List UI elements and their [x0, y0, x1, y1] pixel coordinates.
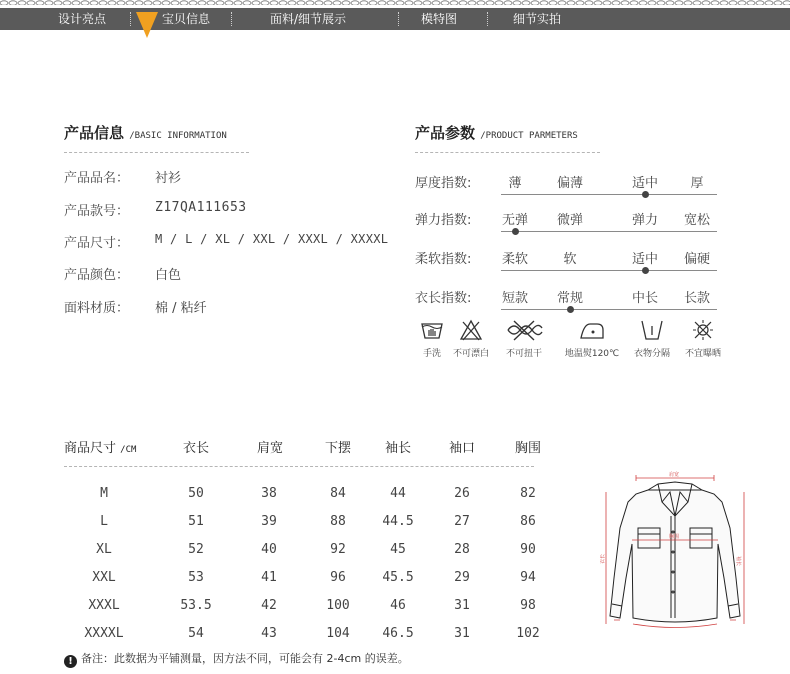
param-option: 短款 [501, 291, 528, 306]
measurement-cell: 45 [390, 542, 406, 557]
divider [415, 152, 600, 153]
measurement-cell: 84 [330, 486, 346, 501]
info-value: Z17QA111653 [155, 200, 247, 215]
param-scale-line [501, 231, 717, 232]
info-value: M / L / XL / XXL / XXXL / XXXXL [155, 232, 389, 246]
param-label: 柔软指数: [415, 252, 472, 267]
length-label: 衣长 [600, 553, 606, 564]
measurement-cell: 45.5 [382, 570, 414, 585]
param-selected-marker [642, 191, 649, 198]
size-cell: XXXXL [84, 626, 124, 641]
measurement-note [64, 650, 409, 668]
size-unit: /CM [120, 445, 137, 455]
param-selected-marker [642, 267, 649, 274]
product-info-heading: 产品信息 [64, 124, 125, 142]
top-navigation [0, 0, 790, 30]
column-header: 衣长 [182, 441, 209, 456]
nav-divider [231, 12, 232, 26]
nav-tab-model-photos[interactable]: 模特图 [421, 12, 458, 26]
column-header: 袖口 [448, 441, 475, 456]
size-table-heading: 商品尺寸 [64, 441, 117, 456]
sleeve-label: 袖长 [735, 556, 741, 567]
measurement-cell: 50 [188, 486, 204, 501]
decorative-border [0, 0, 790, 5]
care-label: 不可扭干 [505, 349, 542, 359]
param-option: 长款 [683, 291, 710, 306]
measurement-cell: 94 [520, 570, 536, 585]
measurement-cell: 44 [390, 486, 406, 501]
care-no-bleach [441, 318, 501, 359]
measurement-cell: 26 [454, 486, 470, 501]
nav-tab-detail-photos[interactable]: 细节实拍 [513, 12, 562, 26]
param-option: 薄 [508, 176, 522, 191]
shoulder-label: 肩宽 [669, 472, 680, 478]
param-scale-line [501, 194, 717, 195]
measurement-cell: 98 [520, 598, 536, 613]
chest-label: 胸围 [669, 534, 680, 540]
measurement-cell: 29 [454, 570, 470, 585]
param-option: 柔软 [501, 252, 528, 267]
divider [64, 152, 249, 153]
param-option: 微弹 [556, 213, 583, 228]
column-header: 袖长 [384, 441, 411, 456]
measurement-cell: 88 [330, 514, 346, 529]
measurement-cell: 27 [454, 514, 470, 529]
care-label: 手洗 [422, 349, 441, 359]
param-label: 厚度指数: [415, 176, 472, 191]
size-cell: XL [96, 542, 112, 557]
param-option: 常规 [556, 291, 583, 306]
measurement-cell: 40 [261, 542, 277, 557]
info-label: 产品款号： [64, 204, 130, 219]
size-cell: XXL [92, 570, 116, 585]
param-label: 弹力指数: [415, 213, 472, 228]
size-cell: L [100, 514, 108, 529]
warning-icon: ! [64, 655, 77, 668]
nav-divider [130, 12, 131, 26]
size-cell: M [100, 486, 108, 501]
param-scale-line [501, 309, 717, 310]
info-label: 面料材质： [64, 301, 130, 316]
measurement-cell: 42 [261, 598, 277, 613]
param-selected-marker [567, 306, 574, 313]
info-label: 产品尺寸： [64, 236, 130, 251]
param-label: 衣长指数: [415, 291, 472, 306]
column-header: 胸围 [514, 441, 541, 456]
info-row-style-number [64, 200, 247, 219]
param-option: 适中 [631, 176, 658, 191]
measurement-cell: 41 [261, 570, 277, 585]
care-label: 衣物分隔 [633, 349, 670, 359]
size-table-title [64, 437, 136, 456]
product-info-title [64, 122, 227, 143]
divider [64, 466, 534, 467]
param-option: 中长 [631, 291, 658, 306]
measurement-cell: 53.5 [180, 598, 212, 613]
measurement-cell: 43 [261, 626, 277, 641]
measurement-cell: 44.5 [382, 514, 414, 529]
note-text: 备注：此数据为平铺测量，因方法不同，可能会有 2-4cm 的误差。 [81, 652, 409, 665]
info-value: 棉 / 粘纤 [155, 301, 207, 316]
info-value: 白色 [155, 268, 182, 283]
care-label: 不可漂白 [452, 349, 489, 359]
info-label: 产品品名： [64, 171, 130, 186]
param-scale-line [501, 270, 717, 271]
measurement-cell: 100 [326, 598, 350, 613]
care-no-wring [494, 318, 554, 359]
measurement-cell: 46.5 [382, 626, 414, 641]
param-option: 适中 [631, 252, 658, 267]
no-sun-icon [691, 318, 715, 342]
info-row-name [64, 167, 182, 186]
measurement-cell: 52 [188, 542, 204, 557]
care-label: 不宜曝晒 [684, 349, 721, 359]
info-row-sizes [64, 232, 389, 251]
measurement-cell: 28 [454, 542, 470, 557]
measurement-cell: 54 [188, 626, 204, 641]
product-params-heading: 产品参数 [415, 124, 476, 142]
column-header: 下摆 [324, 441, 351, 456]
care-no-sun [673, 318, 733, 359]
measurement-cell: 31 [454, 598, 470, 613]
param-option: 厚 [690, 176, 704, 191]
info-label: 产品颜色： [64, 268, 130, 283]
column-header: 肩宽 [256, 441, 283, 456]
info-value: 衬衫 [155, 171, 182, 186]
info-row-material [64, 297, 207, 316]
measurement-cell: 53 [188, 570, 204, 585]
nav-tab-product-info[interactable]: 宝贝信息 [162, 12, 211, 26]
measurement-cell: 96 [330, 570, 346, 585]
measurement-cell: 82 [520, 486, 536, 501]
no-wring-icon [504, 318, 544, 342]
nav-divider [487, 12, 488, 26]
care-iron [562, 318, 622, 359]
nav-tab-design-highlights[interactable]: 设计亮点 [58, 12, 107, 26]
measurement-cell: 46 [390, 598, 406, 613]
param-option: 偏硬 [683, 252, 710, 267]
product-info-subtitle: /BASIC INFORMATION [129, 131, 227, 141]
param-option: 软 [563, 252, 577, 267]
measurement-cell: 102 [516, 626, 540, 641]
product-params-subtitle: /PRODUCT PARMETERS [480, 131, 578, 141]
measurement-cell: 90 [520, 542, 536, 557]
measurement-cell: 51 [188, 514, 204, 529]
no-bleach-icon [459, 318, 483, 342]
param-option: 无弹 [501, 213, 528, 228]
size-cell: XXXL [88, 598, 120, 613]
param-selected-marker [512, 228, 519, 235]
active-tab-marker-icon [136, 12, 158, 40]
measurement-cell: 38 [261, 486, 277, 501]
separate-wash-icon [639, 318, 665, 342]
nav-tab-fabric-details[interactable]: 面料/细节展示 [270, 12, 347, 26]
shirt-measurement-diagram [600, 468, 750, 638]
info-row-color [64, 264, 182, 283]
iron-icon [578, 318, 606, 342]
care-label: 地温熨120℃ [564, 349, 620, 359]
measurement-cell: 92 [330, 542, 346, 557]
nav-divider [398, 12, 399, 26]
param-option: 偏薄 [556, 176, 583, 191]
param-option: 弹力 [631, 213, 658, 228]
product-params-title [415, 122, 578, 143]
measurement-cell: 86 [520, 514, 536, 529]
measurement-cell: 104 [326, 626, 350, 641]
measurement-cell: 31 [454, 626, 470, 641]
nav-bar [0, 8, 790, 30]
measurement-cell: 39 [261, 514, 277, 529]
param-option: 宽松 [683, 213, 710, 228]
